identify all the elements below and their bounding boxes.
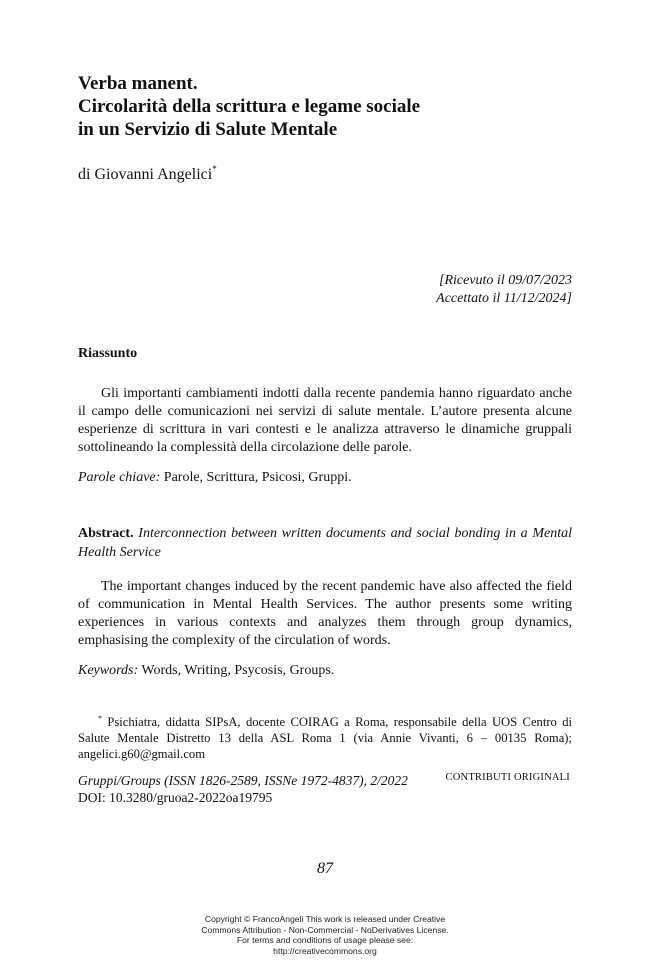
- keywords-label: Parole chiave:: [78, 470, 161, 485]
- license-link[interactable]: http://creativecommons.org: [273, 945, 377, 956]
- received-dates: [436, 272, 572, 308]
- license-line: Commons Attribution - Non-Commercial - NoDerivatives License.: [201, 924, 449, 935]
- license-line: Copyright © FrancoAngeli This work is released under Creative: [204, 914, 446, 924]
- journal-info: [78, 772, 408, 806]
- keywords-list: Words, Writing, Psycosis, Groups.: [138, 663, 335, 678]
- riassunto-heading: Riassunto: [78, 346, 138, 361]
- author-footnote-mark: *: [212, 164, 217, 174]
- section-tag: CONTRIBUTI ORIGINALI: [445, 772, 570, 783]
- license-line: For terms and conditions of usage please see:: [236, 935, 414, 945]
- author-name: di Giovanni Angelici: [78, 166, 213, 183]
- abstract-title-block: [78, 524, 572, 562]
- riassunto-text: Gli importanti cambiamenti indotti dalla recente pandemia hanno riguardato anche il campo delle comunicazioni nei servizi di salute mentale. L’autore presenta alcune esperienze di scrittura in vari contesti e le analizza attraverso le dinamiche gruppali sottolineando la complessità della circolazione delle parole.: [78, 386, 572, 455]
- keywords-label: Keywords:: [78, 663, 139, 678]
- page-number: 87: [317, 860, 333, 877]
- license-notice: [0, 914, 650, 956]
- accepted-date: Accettato il 11/12/2024]: [436, 291, 572, 306]
- keywords-list: Parole, Scrittura, Psicosi, Gruppi.: [160, 470, 352, 485]
- title-line: in un Servizio di Salute Mentale: [78, 119, 338, 140]
- article-title: [78, 72, 578, 141]
- author-footnote: [78, 711, 572, 762]
- abstract-text: The important changes induced by the recent pandemic have also affected the field of communication in Mental Health Services. The author presents some writing experiences in various contexts and analyzes them through group dynamics, emphasising the complexity of the circulation of words.: [78, 579, 572, 648]
- footnote-text: Psichiatra, didatta SIPsA, docente COIRAG a Roma, responsabile della UOS Centro di Salute Mentale Distretto 13 della ASL Roma 1 (via Annie Vivanti, 6 – 00135 Roma); angelici.g60@gmail.com: [78, 715, 572, 761]
- title-line: Circolarità della scrittura e legame sociale: [78, 96, 421, 117]
- riassunto-keywords: [78, 470, 352, 486]
- abstract-keywords: [78, 663, 334, 679]
- author-byline: [78, 164, 217, 184]
- received-date: [Ricevuto il 09/07/2023: [439, 273, 572, 288]
- journal-doi: DOI: 10.3280/gruoa2-2022oa19795: [78, 790, 273, 805]
- title-line: Verba manent.: [78, 73, 198, 94]
- abstract-label: Abstract.: [78, 526, 134, 541]
- abstract-title: Interconnection between written documents and social bonding in a Mental Health Service: [78, 526, 572, 560]
- journal-name: Gruppi/Groups (ISSN 1826-2589, ISSNe 1972-4837), 2/2022: [78, 773, 408, 788]
- footnote-mark: *: [98, 714, 102, 723]
